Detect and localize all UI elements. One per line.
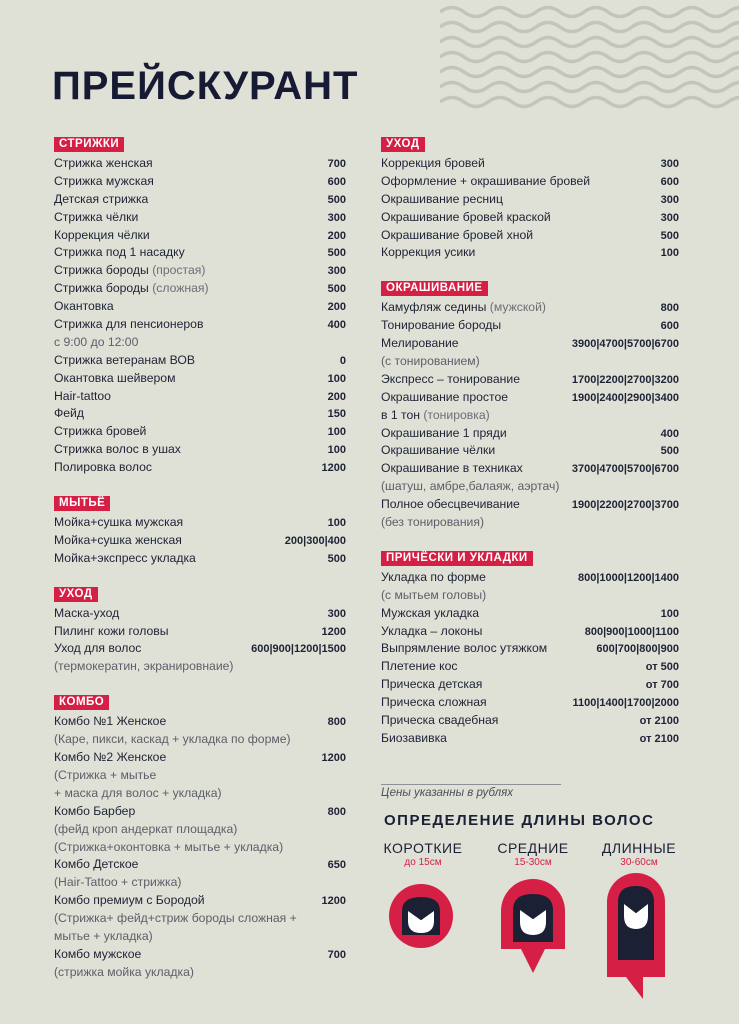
price-row (54, 405, 346, 423)
service-name: Тонирование бороды (381, 318, 502, 333)
currency-footnote: Цены указанны в рублях (381, 784, 561, 799)
service-price: 400 (660, 427, 679, 440)
price-row (54, 803, 346, 821)
service-price: 200 (327, 229, 346, 242)
service-name: Стрижка бороды (54, 281, 149, 296)
section-heading: ОКРАШИВАНИЕ (381, 281, 488, 296)
price-row (54, 423, 346, 441)
item-note: (Hair-Tattoo + стрижка) (54, 875, 182, 890)
service-name: Маска-уход (54, 605, 120, 620)
service-name: Комбо №2 Женское (54, 750, 167, 765)
length-range: до 15см (404, 857, 442, 868)
service-name: Коррекция бровей (381, 156, 485, 170)
price-row (54, 155, 346, 173)
price-row (54, 713, 346, 731)
service-price: 100 (660, 607, 679, 620)
service-subnote: (простая) (152, 263, 206, 278)
service-price: 100 (660, 247, 679, 260)
price-row (381, 317, 679, 335)
service-name: Стрижка под 1 насадку (54, 245, 185, 260)
price-row (381, 299, 679, 317)
service-name: Мойка+сушка мужская (54, 515, 184, 530)
price-row (54, 640, 346, 658)
section-heading: УХОД (381, 137, 425, 152)
service-name: Мужская укладка (381, 605, 480, 620)
item-note: (с тонированием) (381, 354, 480, 369)
price-row (381, 227, 679, 245)
long-hair-icon (606, 872, 666, 1002)
service-name: Окрашивание простое (381, 389, 509, 404)
service-price: 500 (660, 445, 679, 458)
section-heading: ПРИЧЁСКИ И УКЛАДКИ (381, 551, 533, 566)
price-row (381, 694, 679, 712)
length-name: ДЛИННЫЕ (601, 840, 677, 856)
service-price: 600 (660, 320, 679, 333)
price-row (54, 244, 346, 262)
service-name: Окрашивание в техниках (381, 461, 523, 476)
price-row (54, 191, 346, 209)
service-price: 300 (660, 158, 679, 170)
length-range: 30-60см (620, 857, 658, 868)
service-name: Экспресс – тонирование (381, 371, 520, 386)
service-price: от 700 (645, 679, 679, 692)
service-price: 600 (660, 175, 679, 188)
price-row (54, 316, 346, 334)
price-row (381, 442, 679, 460)
service-name: Пилинг кожи головы (54, 623, 169, 638)
item-note: (фейд кроп андеркат площадка) (54, 821, 238, 836)
service-price: от 500 (645, 661, 679, 674)
price-row (54, 352, 346, 370)
price-row (54, 227, 346, 245)
service-price: 600|700|800|900 (596, 643, 679, 656)
service-name: Стрижка для пенсионеров (54, 317, 204, 332)
service-name: Выпрямление волос утяжком (381, 641, 548, 656)
service-name: Плетение кос (381, 659, 458, 674)
service-name: Комбо Барбер (54, 803, 136, 818)
service-price: 800 (327, 716, 346, 729)
length-long (584, 840, 694, 868)
price-row (381, 371, 679, 389)
service-price: 100 (327, 372, 346, 385)
price-row (54, 550, 346, 568)
service-name: Мойка+сушка женская (54, 532, 182, 547)
service-name: Комбо Детское (54, 857, 139, 872)
service-name: Стрижка ветеранам ВОВ (54, 352, 195, 367)
service-price: 500 (660, 229, 679, 242)
length-name: КОРОТКИЕ (383, 840, 463, 856)
service-price: 0 (339, 354, 346, 367)
service-price: 1900|2200|2700|3700 (571, 499, 679, 512)
price-row (54, 514, 346, 532)
service-name: Укладка по форме (381, 569, 486, 584)
section-heading: КОМБО (54, 695, 109, 710)
price-row (54, 173, 346, 191)
price-row (54, 623, 346, 641)
medium-hair-icon (500, 878, 566, 974)
service-price: 1200 (321, 752, 346, 765)
hair-length-title: ОПРЕДЕЛЕНИЕ ДЛИНЫ ВОЛОС (384, 812, 655, 829)
price-row (54, 856, 346, 874)
service-price: 700 (327, 158, 346, 170)
price-section (54, 136, 346, 477)
service-price: 200|300|400 (284, 534, 346, 547)
service-name: Комбо премиум с Бородой (54, 893, 205, 908)
service-price: 300 (327, 607, 346, 620)
service-name: Стрижка бровей (54, 424, 147, 439)
price-row (381, 191, 679, 209)
item-note: (стрижка мойка укладка) (54, 964, 194, 979)
service-subnote: (сложная) (152, 281, 209, 296)
service-name: Детская стрижка (54, 191, 149, 206)
service-price: 200 (327, 390, 346, 403)
service-price: 650 (327, 859, 346, 872)
service-price: 500 (327, 193, 346, 206)
service-name: Окрашивание ресниц (381, 191, 503, 206)
price-row (381, 244, 679, 262)
item-note: мытье + укладка) (54, 928, 153, 943)
service-name: Стрижка женская (54, 156, 153, 170)
service-name: в 1 тон (381, 407, 420, 422)
price-row (381, 712, 679, 730)
service-price: 300 (327, 211, 346, 224)
price-row (381, 173, 679, 191)
price-section (54, 495, 346, 568)
price-row (54, 459, 346, 477)
left-column (54, 136, 346, 1000)
service-price: 100 (327, 426, 346, 439)
service-name: Комбо мужское (54, 946, 142, 961)
price-row (381, 496, 679, 514)
item-note: (термокератин, экранировнаие) (54, 659, 234, 674)
service-price: 500 (327, 552, 346, 565)
price-row (381, 209, 679, 227)
price-row (381, 676, 679, 694)
price-row (381, 407, 679, 425)
price-row (54, 441, 346, 459)
price-section (54, 694, 346, 981)
price-row (381, 155, 679, 173)
service-name: Оформление + окрашивание бровей (381, 173, 591, 188)
item-note: (без тонирования) (381, 515, 485, 530)
page-title: ПРЕЙСКУРАНТ (52, 64, 359, 108)
service-price: 1200 (321, 895, 346, 908)
service-name: Коррекция усики (381, 245, 476, 260)
service-name: Камуфляж седины (381, 300, 487, 315)
item-note: + маска для волос + укладка) (54, 785, 222, 800)
service-name: Окрашивание бровей краской (381, 209, 551, 224)
price-row (381, 658, 679, 676)
service-name: Стрижка волос в ушах (54, 442, 181, 457)
item-note: (с мытьем головы) (381, 587, 487, 602)
price-row (54, 280, 346, 298)
price-row (381, 335, 679, 353)
service-name: Полировка волос (54, 460, 152, 475)
service-name: Прическа свадебная (381, 713, 499, 728)
service-price: 500 (327, 247, 346, 260)
item-note: (Каре, пикси, каскад + укладка по форме) (54, 732, 291, 747)
short-hair-icon (388, 883, 454, 949)
length-medium (478, 840, 588, 868)
price-section (381, 136, 679, 262)
item-note: (шатуш, амбре,балаяж, аэртач) (381, 479, 560, 494)
section-heading: СТРИЖКИ (54, 137, 124, 152)
price-row (54, 388, 346, 406)
service-name: Hair-tattoo (54, 388, 111, 403)
item-note: с 9:00 до 12:00 (54, 334, 139, 349)
price-row (54, 749, 346, 767)
service-price: 100 (327, 517, 346, 530)
service-name: Полное обесцвечивание (381, 497, 520, 512)
service-price: 400 (327, 319, 346, 332)
service-name: Окантовка (54, 299, 114, 314)
service-price: 700 (327, 948, 346, 961)
service-price: 1900|2400|2900|3400 (571, 391, 679, 404)
price-row (54, 209, 346, 227)
service-price: 300 (660, 211, 679, 224)
service-price: от 2100 (639, 732, 679, 745)
service-price: 3700|4700|5700|6700 (571, 463, 679, 476)
price-row (54, 892, 346, 910)
service-name: Прическа сложная (381, 695, 487, 710)
service-name: Окрашивание 1 пряди (381, 425, 507, 440)
service-name: Стрижка бороды (54, 263, 149, 278)
service-price: 800|900|1000|1100 (584, 625, 679, 638)
price-row (54, 262, 346, 280)
service-price: 800|1000|1200|1400 (578, 571, 679, 584)
item-note: (Стрижка + мытье (54, 767, 157, 782)
service-name: Стрижка чёлки (54, 209, 139, 224)
price-row (54, 298, 346, 316)
service-price: 600|900|1200|1500 (251, 643, 346, 656)
price-row (54, 605, 346, 623)
length-short (368, 840, 478, 868)
service-name: Укладка – локоны (381, 623, 483, 638)
price-row (381, 389, 679, 407)
service-name: Окрашивание чёлки (381, 443, 496, 458)
service-price: 1100|1400|1700|2000 (572, 697, 679, 710)
service-name: Комбо №1 Женское (54, 714, 167, 729)
price-row (381, 623, 679, 641)
service-price: 3900|4700|5700|6700 (571, 338, 679, 351)
service-name: Мойка+экспресс укладка (54, 550, 196, 565)
service-price: 800 (327, 805, 346, 818)
item-note: (Стрижка+ фейд+стриж бороды сложная + (54, 911, 297, 926)
price-row (381, 730, 679, 748)
service-name: Фейд (54, 406, 84, 421)
service-price: 800 (660, 302, 679, 315)
service-name: Уход для волос (54, 641, 142, 656)
service-name: Стрижка мужская (54, 173, 154, 188)
service-name: Мелирование (381, 336, 459, 351)
decorative-waves (440, 0, 739, 110)
service-price: 1200 (321, 625, 346, 638)
price-section (381, 550, 679, 748)
service-price: от 2100 (639, 715, 679, 728)
service-price: 200 (327, 301, 346, 314)
price-row (381, 605, 679, 623)
service-price: 500 (327, 283, 346, 296)
service-name: Окантовка шейвером (54, 370, 176, 385)
item-note: (Стрижка+оконтовка + мытье + укладка) (54, 839, 284, 854)
price-section (381, 280, 679, 532)
service-name: Биозавивка (381, 730, 447, 745)
service-price: 300 (327, 265, 346, 278)
section-heading: МЫТЬЁ (54, 496, 110, 511)
price-row (54, 946, 346, 964)
price-row (54, 532, 346, 550)
price-row (381, 569, 679, 587)
length-range: 15-30см (514, 857, 552, 868)
service-subnote: (тонировка) (423, 407, 490, 422)
price-section (54, 586, 346, 677)
price-row (54, 370, 346, 388)
price-row (381, 425, 679, 443)
service-price: 150 (327, 408, 346, 421)
service-price: 100 (327, 444, 346, 457)
right-column (381, 136, 679, 766)
service-price: 1700|2200|2700|3200 (571, 373, 679, 386)
length-name: СРЕДНИЕ (497, 840, 569, 856)
service-name: Коррекция чёлки (54, 227, 150, 242)
service-name: Прическа детская (381, 677, 483, 692)
service-name: Окрашивание бровей хной (381, 227, 534, 242)
service-price: 600 (327, 175, 346, 188)
service-price: 300 (660, 193, 679, 206)
service-price: 1200 (321, 462, 346, 475)
section-heading: УХОД (54, 587, 98, 602)
price-row (381, 640, 679, 658)
price-row (381, 460, 679, 478)
service-subnote: (мужской) (489, 300, 546, 315)
